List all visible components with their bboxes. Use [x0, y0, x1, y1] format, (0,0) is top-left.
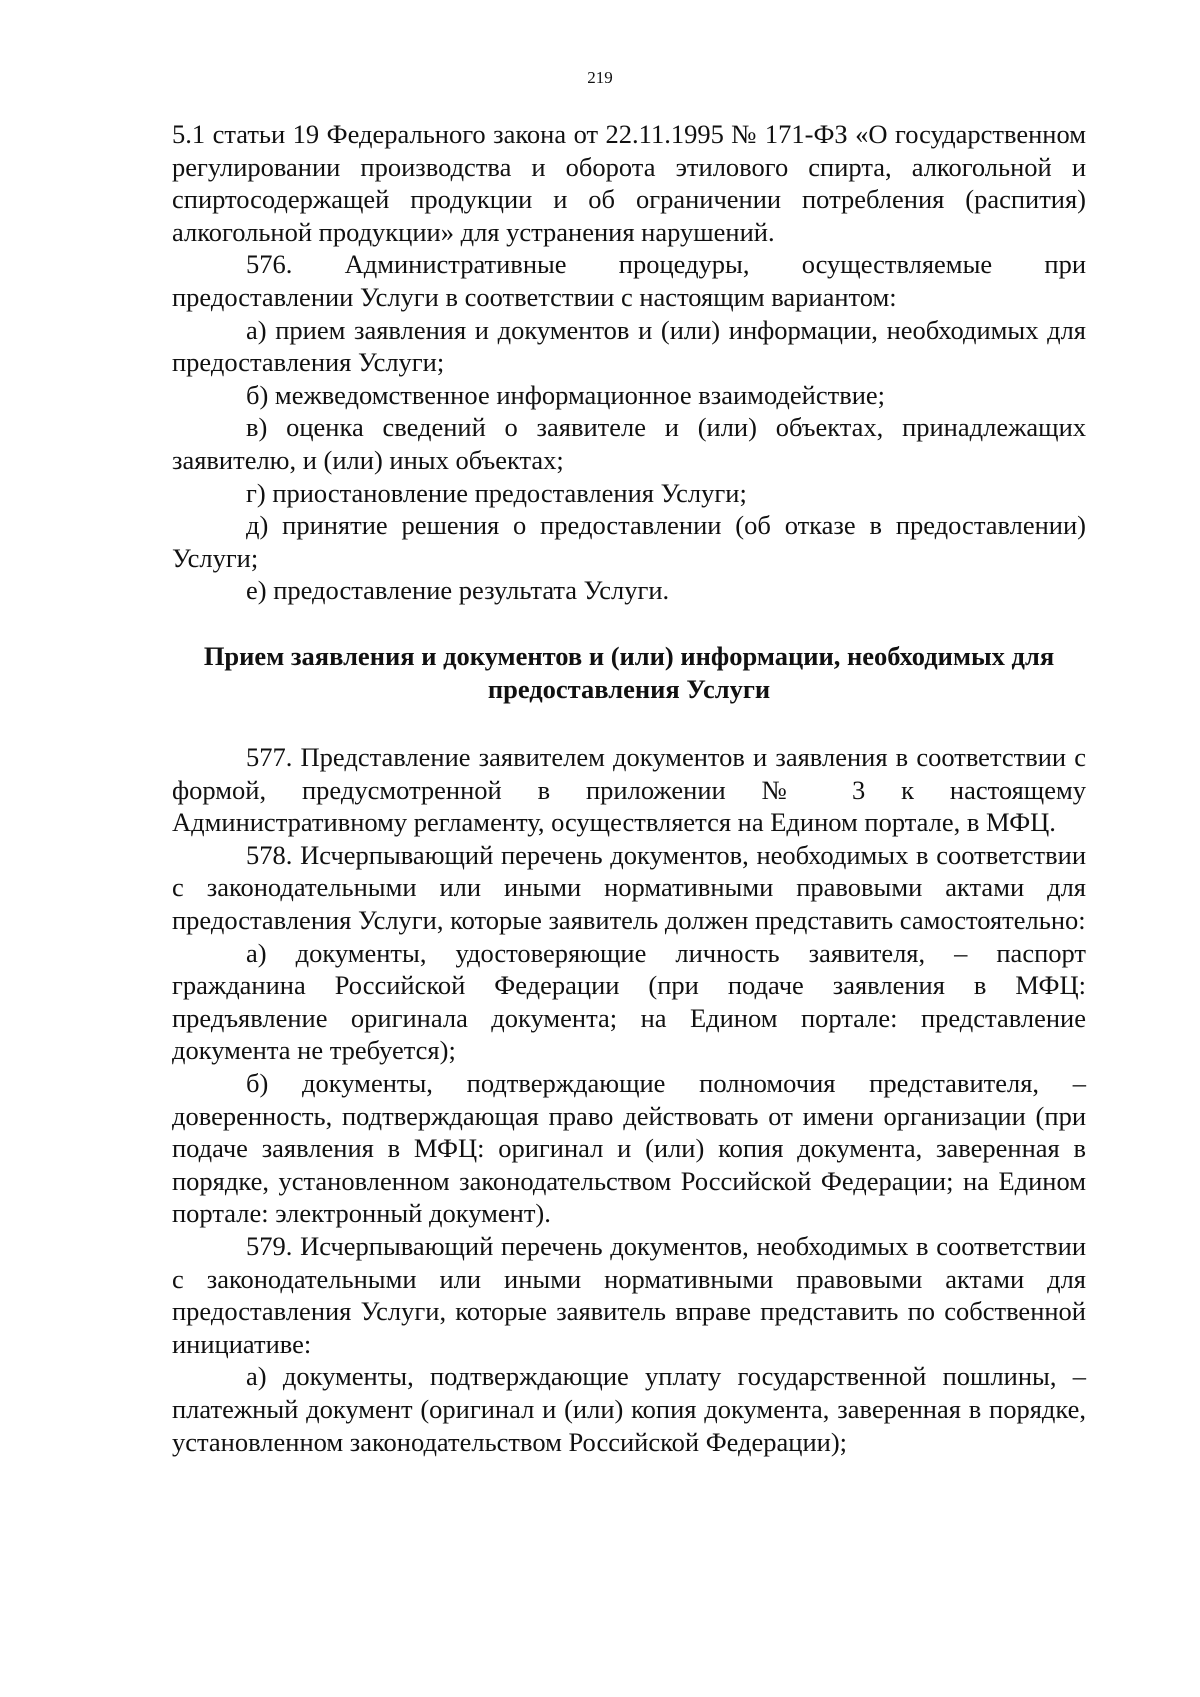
list-item-b: б) межведомственное информационное взаимодействие; — [246, 379, 886, 410]
paragraph-577: 577. Представление заявителем документов и заявления в соответствии с формой, предусмотренной в приложении № 3 к настоящему Административному регламенту, осуществляется на Едином портале, в МФЦ. — [172, 742, 1086, 838]
paragraph-578: 578. Исчерпывающий перечень документов, необходимых в соответствии с законодательными или иными нормативными правовыми актами для предоставления Услуги, которые заявитель должен представить самостоятельно: — [172, 839, 1086, 936]
paragraph-579: 579. Исчерпывающий перечень документов, необходимых в соответствии с законодательными или иными нормативными правовыми актами для предоставления Услуги, которые заявитель вправе представить по собственной инициативе: — [172, 1231, 1086, 1359]
document-body — [172, 118, 1086, 1458]
paragraph-578-item-a: а) документы, удостоверяющие личность заявителя, – паспорт гражданина Российской Федерации (при подаче заявления в МФЦ: предъявление оригинала документа; на Едином портале: представление документа не требуется); — [172, 937, 1086, 1066]
section-heading: Прием заявления и документов и (или) информации, необходимых для предоставления Услуги — [203, 640, 1055, 704]
paragraphs-after-heading — [172, 741, 1086, 1458]
paragraph-576: 576. Административные процедуры, осуществляемые при предоставлении Услуги в соответствии с настоящим вариантом: — [172, 249, 1086, 312]
list-item-g: г) приостановление предоставления Услуги; — [246, 477, 747, 508]
list-item-a: а) прием заявления и документов и (или) информации, необходимых для предоставления Услуги; — [172, 314, 1086, 378]
paragraphs-before-heading — [172, 118, 1086, 607]
page-number: 219 — [587, 68, 613, 87]
list-item-e: е) предоставление результата Услуги. — [246, 575, 670, 606]
paragraph-continuation: 5.1 статьи 19 Федерального закона от 22.11.1995 № 171-ФЗ «О государственном регулировании производства и оборота этилового спирта, алкогольной и спиртосодержащей продукции и об ограничении потребления (распития) алкогольной продукции» для устранения нарушений. — [172, 119, 1086, 247]
list-item-v: в) оценка сведений о заявителе и (или) объектах, принадлежащих заявителю, и (или) иных объектах; — [172, 412, 1086, 475]
paragraph-579-item-a: а) документы, подтверждающие уплату государственной пошлины, – платежный документ (оригинал и (или) копия документа, заверенная в порядке, установленном законодательством Российской Федерации); — [172, 1361, 1086, 1457]
list-item-d: д) принятие решения о предоставлении (об отказе в предоставлении) Услуги; — [172, 510, 1086, 573]
paragraph-578-item-b: б) документы, подтверждающие полномочия представителя, – доверенность, подтверждающая право действовать от имени организации (при подаче заявления в МФЦ: оригинал и (или) копия документа, заверенная в порядке, установленном законодательством Российской Федерации; на Едином портале: электронный документ). — [172, 1068, 1086, 1229]
